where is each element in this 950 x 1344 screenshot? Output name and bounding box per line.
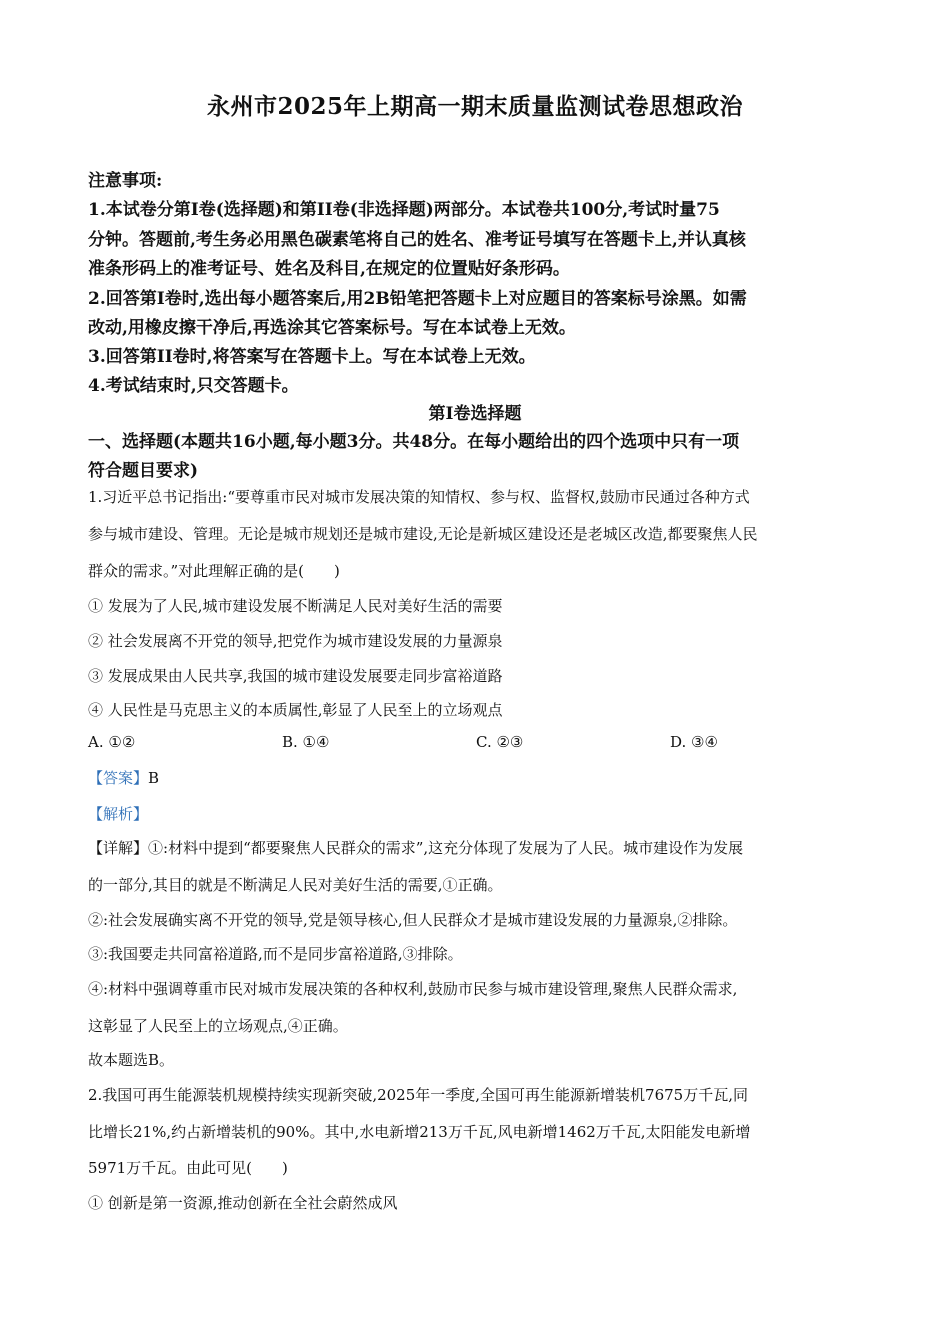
q1-statement: ③ 发展成果由人民共享,我国的城市建设发展要走同步富裕道路 [88,667,503,685]
q1-detail: ②:社会发展确实离不开党的领导,党是领导核心,但人民群众才是城市建设发展的力量源泉,②排除。 [88,911,738,929]
q1-detail: ③:我国要走共同富裕道路,而不是同步富裕道路,③排除。 [88,945,463,963]
q1-detail: 的一部分,其目的就是不断满足人民对美好生活的需要,①正确。 [88,876,503,894]
notice-line: 4.考试结束时,只交答题卡。 [88,376,299,396]
notice-line: 分钟。答题前,考生务必用黑色碳素笔将自己的姓名、准考证号填写在答题卡上,并认真核 [88,230,746,250]
q2-stem: 5971万千瓦。由此可见( ) [88,1159,288,1177]
q1-option-b: B. ①④ [282,733,330,751]
q1-detail: ④:材料中强调尊重市民对城市发展决策的各种权利,鼓励市民参与城市建设管理,聚焦人民群众需求, [88,980,738,998]
notice-line: 改动,用橡皮擦干净后,再选涂其它答案标号。写在本试卷上无效。 [88,318,576,338]
q1-detail [88,837,743,858]
detail-text: ①:材料中提到“都要聚焦人民群众的需求”,这充分体现了发展为了人民。城市建设作为发展 [148,839,744,857]
q1-option-c: C. ②③ [476,733,524,751]
notice-line: 准条形码上的准考证号、姓名及科目,在规定的位置贴好条形码。 [88,259,570,279]
q2-stem: 2.我国可再生能源装机规模持续实现新突破,2025年一季度,全国可再生能源新增装机7675万千瓦,同 [88,1086,748,1104]
q1-statement: ④ 人民性是马克思主义的本质属性,彰显了人民至上的立场观点 [88,701,503,719]
q1-stem: 1.习近平总书记指出:“要尊重市民对城市发展决策的知情权、参与权、监督权,鼓励市民通过各种方式 [88,488,750,506]
q1-stem: 群众的需求。”对此理解正确的是( ) [88,562,340,580]
answer-value: B [148,769,160,787]
q1-option-d: D. ③④ [670,733,718,751]
section-title: 第Ⅰ卷选择题 [428,404,522,424]
q2-statement: ① 创新是第一资源,推动创新在全社会蔚然成风 [88,1194,398,1212]
q2-stem: 比增长21%,约占新增装机的90%。其中,水电新增213万千瓦,风电新增1462万千瓦,太阳能发电新增 [88,1123,751,1141]
q1-detail: 这彰显了人民至上的立场观点,④正确。 [88,1017,348,1035]
notice-line: 3.回答第II卷时,将答案写在答题卡上。写在本试卷上无效。 [88,347,536,367]
notice-heading: 注意事项: [88,171,163,191]
page-title: 永州市2025年上期高一期末质量监测试卷思想政治 [206,93,743,120]
analysis-label: 【解析】 [88,805,149,823]
q1-answer [88,767,159,788]
q1-stem: 参与城市建设、管理。无论是城市规划还是城市建设,无论是新城区建设还是老城区改造,都要聚焦人民 [88,525,758,543]
q1-conclusion: 故本题选B。 [88,1051,175,1069]
answer-label: 【答案】 [88,769,149,787]
q1-option-a: A. ①② [88,733,136,751]
q1-statement: ② 社会发展离不开党的领导,把党作为城市建设发展的力量源泉 [88,632,503,650]
notice-line: 1.本试卷分第Ⅰ卷(选择题)和第II卷(非选择题)两部分。本试卷共100分,考试时量75 [88,200,720,220]
q1-statement: ① 发展为了人民,城市建设发展不断满足人民对美好生活的需要 [88,597,503,615]
part-one-heading: 符合题目要求) [88,461,199,481]
part-one-heading: 一、选择题(本题共16小题,每小题3分。共48分。在每小题给出的四个选项中只有一项 [88,432,740,452]
detail-label: 【详解】 [88,839,149,857]
notice-line: 2.回答第Ⅰ卷时,选出每小题答案后,用2B铅笔把答题卡上对应题目的答案标号涂黑。如需 [88,289,747,309]
